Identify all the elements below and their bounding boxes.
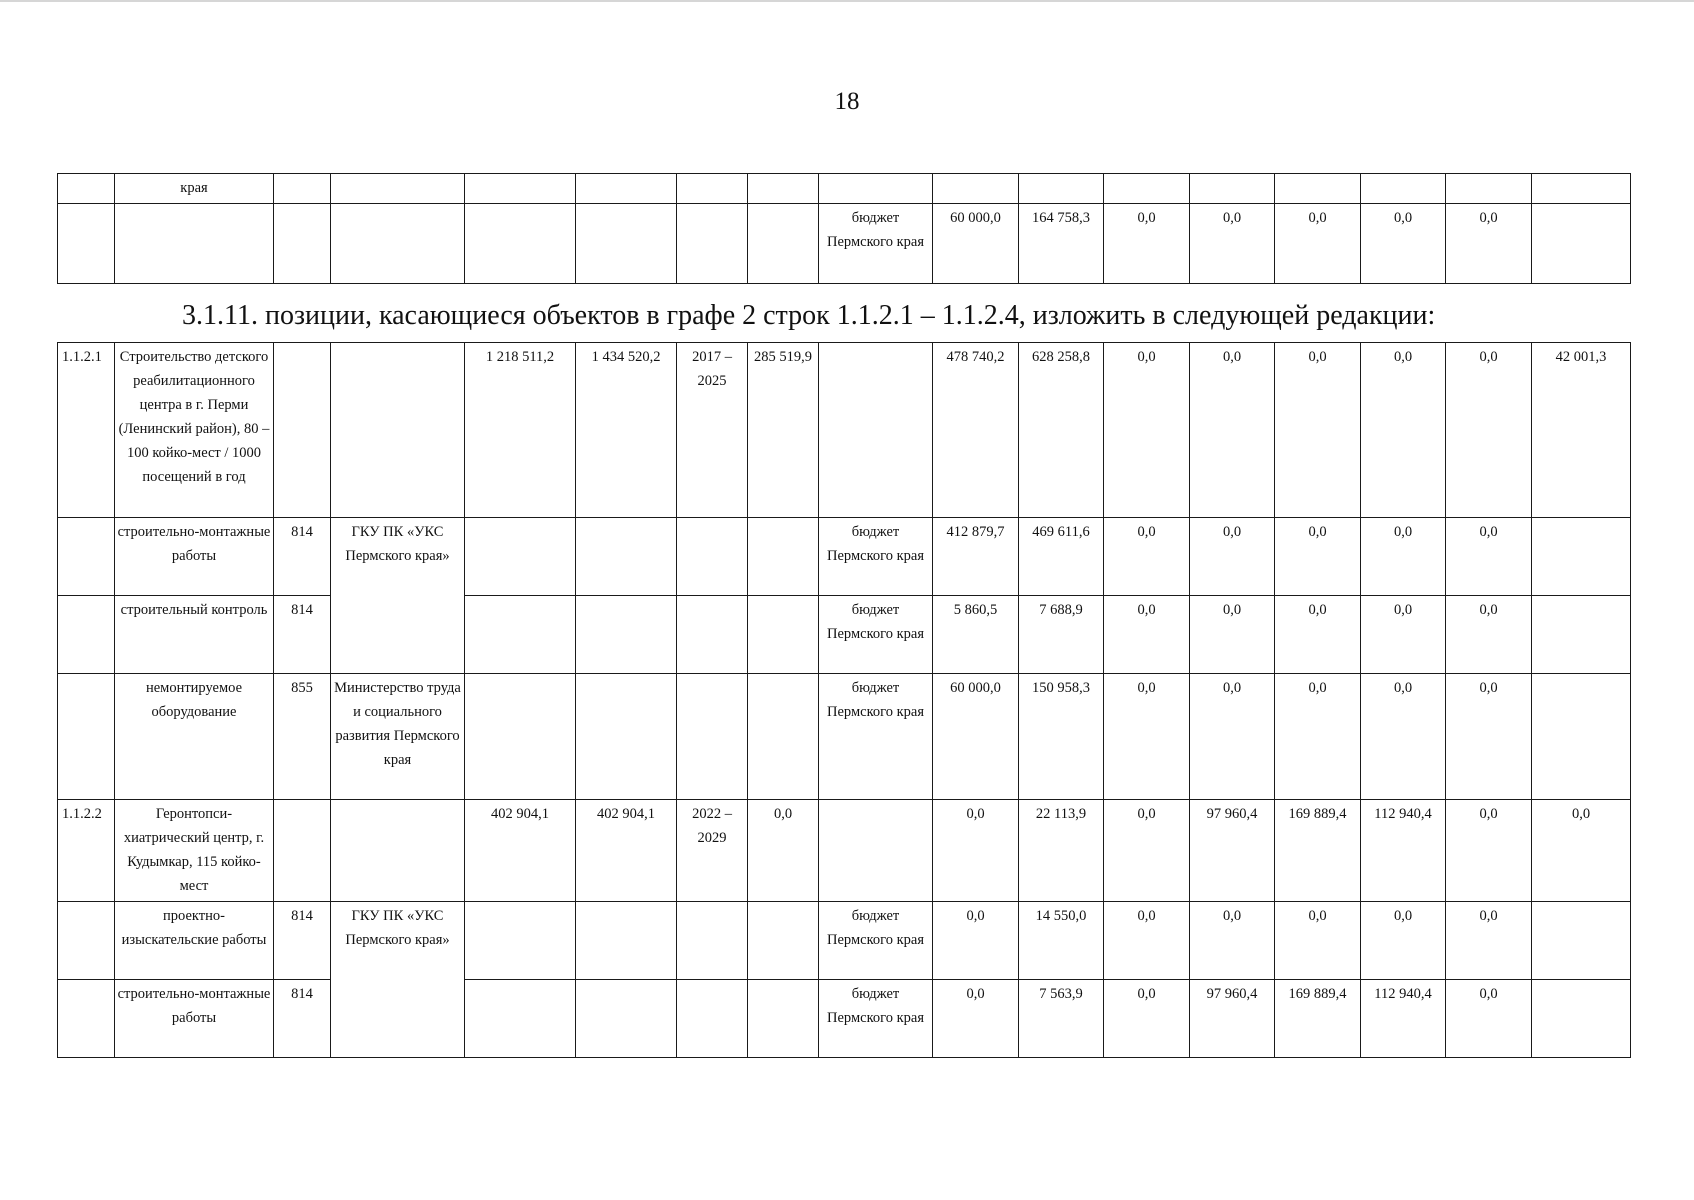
cell-code (58, 518, 115, 596)
cell-year-7: 0,0 (1446, 518, 1532, 596)
table-row (58, 980, 1631, 1058)
cell-cost-total (576, 674, 677, 800)
cell-year (1190, 174, 1275, 204)
table-row (58, 596, 1631, 674)
cell-grbs: 814 (274, 596, 331, 674)
table-row (58, 518, 1631, 596)
cell-year-6: 112 940,4 (1361, 980, 1446, 1058)
cell-year-8 (1532, 518, 1631, 596)
cell-year-8 (1532, 204, 1631, 284)
cell-period: 2017 – 2025 (677, 343, 748, 518)
cell-cost-estimate (465, 174, 576, 204)
cell-year-7: 0,0 (1446, 902, 1532, 980)
cell-year-5: 0,0 (1275, 518, 1361, 596)
cell-prior-funding: 0,0 (748, 800, 819, 902)
cell-year-1: 0,0 (933, 902, 1019, 980)
cell-year-3: 0,0 (1104, 902, 1190, 980)
cell-executor (331, 204, 465, 284)
cell-code (58, 596, 115, 674)
cell-prior-funding (748, 204, 819, 284)
cell-source: бюджет Пермского края (819, 518, 933, 596)
cell-year-4: 0,0 (1190, 596, 1275, 674)
cell-source (819, 343, 933, 518)
cell-year-4: 0,0 (1190, 518, 1275, 596)
table-row (58, 174, 1631, 204)
cell-grbs (274, 204, 331, 284)
cell-year-1: 5 860,5 (933, 596, 1019, 674)
cell-year-8 (1532, 674, 1631, 800)
cell-name: края (115, 174, 274, 204)
cell-name: строительно-монтажные работы (115, 518, 274, 596)
cell-source: бюджет Пермского края (819, 902, 933, 980)
cell-name: строительно-монтажные работы (115, 980, 274, 1058)
cell-source (819, 800, 933, 902)
cell-cost-total (576, 518, 677, 596)
cell-grbs: 855 (274, 674, 331, 800)
cell-source: бюджет Пермского края (819, 204, 933, 284)
cell-cost-estimate (465, 204, 576, 284)
cell-year-3: 0,0 (1104, 800, 1190, 902)
cell-year-2: 469 611,6 (1019, 518, 1104, 596)
cell-cost-estimate: 1 218 511,2 (465, 343, 576, 518)
cell-cost-total (576, 902, 677, 980)
page-edge (0, 0, 1694, 2)
cell-year-2: 22 113,9 (1019, 800, 1104, 902)
cell-year-2: 7 563,9 (1019, 980, 1104, 1058)
cell-year-5: 0,0 (1275, 674, 1361, 800)
cell-year-8 (1532, 902, 1631, 980)
cell-year-6: 0,0 (1361, 596, 1446, 674)
cell-period: 2022 – 2029 (677, 800, 748, 902)
cell-year-3: 0,0 (1104, 596, 1190, 674)
cell-year-7: 0,0 (1446, 674, 1532, 800)
cell-year-6: 112 940,4 (1361, 800, 1446, 902)
cell-grbs (274, 343, 331, 518)
cell-source (819, 174, 933, 204)
cell-source: бюджет Пермского края (819, 980, 933, 1058)
cell-code: 1.1.2.2 (58, 800, 115, 902)
cell-year-6: 0,0 (1361, 674, 1446, 800)
cell-prior-funding: 285 519,9 (748, 343, 819, 518)
cell-executor (331, 174, 465, 204)
cell-year-1: 60 000,0 (933, 674, 1019, 800)
cell-year (1532, 174, 1631, 204)
cell-grbs: 814 (274, 902, 331, 980)
cell-year-4: 0,0 (1190, 674, 1275, 800)
cell-year-2: 7 688,9 (1019, 596, 1104, 674)
cell-year-5: 169 889,4 (1275, 980, 1361, 1058)
cell-prior-funding (748, 902, 819, 980)
cell-code (58, 174, 115, 204)
cell-year-8: 42 001,3 (1532, 343, 1631, 518)
table-row (58, 343, 1631, 518)
cell-year-2: 628 258,8 (1019, 343, 1104, 518)
cell-year (1361, 174, 1446, 204)
cell-year-4: 0,0 (1190, 343, 1275, 518)
cell-executor: Министерство труда и социального развития Пермского края (331, 674, 465, 800)
cell-year-4: 97 960,4 (1190, 980, 1275, 1058)
cell-prior-funding (748, 674, 819, 800)
cell-cost-total (576, 174, 677, 204)
cell-period (677, 980, 748, 1058)
cell-period (677, 596, 748, 674)
cell-code (58, 980, 115, 1058)
cell-year-7: 0,0 (1446, 343, 1532, 518)
cell-period (677, 902, 748, 980)
cell-grbs: 814 (274, 518, 331, 596)
cell-name: проектно-изыскательские работы (115, 902, 274, 980)
cell-code: 1.1.2.1 (58, 343, 115, 518)
cell-cost-total (576, 204, 677, 284)
page-number: 18 (834, 88, 860, 115)
cell-executor (331, 343, 465, 518)
cell-year-4: 97 960,4 (1190, 800, 1275, 902)
cell-period (677, 204, 748, 284)
cell-year-1: 0,0 (933, 800, 1019, 902)
cell-code (58, 204, 115, 284)
cell-cost-estimate (465, 902, 576, 980)
cell-cost-total: 402 904,1 (576, 800, 677, 902)
table-row (58, 204, 1631, 284)
cell-year-1: 412 879,7 (933, 518, 1019, 596)
cell-year-6: 0,0 (1361, 902, 1446, 980)
cell-year-3: 0,0 (1104, 518, 1190, 596)
cell-source: бюджет Пермского края (819, 596, 933, 674)
cell-year-7: 0,0 (1446, 980, 1532, 1058)
cell-period (677, 174, 748, 204)
cell-grbs: 814 (274, 980, 331, 1058)
cell-year-3: 0,0 (1104, 980, 1190, 1058)
cell-year-2: 164 758,3 (1019, 204, 1104, 284)
cell-year-4: 0,0 (1190, 902, 1275, 980)
cell-grbs (274, 174, 331, 204)
cell-year-2: 150 958,3 (1019, 674, 1104, 800)
cell-prior-funding (748, 174, 819, 204)
cell-grbs (274, 800, 331, 902)
cell-year (1275, 174, 1361, 204)
cell-year-7: 0,0 (1446, 596, 1532, 674)
cell-year-5: 0,0 (1275, 343, 1361, 518)
cell-year-5: 169 889,4 (1275, 800, 1361, 902)
cell-period (677, 674, 748, 800)
cell-cost-total (576, 980, 677, 1058)
cell-year-3: 0,0 (1104, 343, 1190, 518)
table-row (58, 902, 1631, 980)
cell-cost-estimate (465, 596, 576, 674)
cell-year-6: 0,0 (1361, 518, 1446, 596)
cell-year-3: 0,0 (1104, 204, 1190, 284)
cell-cost-total: 1 434 520,2 (576, 343, 677, 518)
cell-name (115, 204, 274, 284)
table-row (58, 674, 1631, 800)
cell-year (1446, 174, 1532, 204)
cell-year-8 (1532, 980, 1631, 1058)
cell-executor: ГКУ ПК «УКС Пермского края» (331, 902, 465, 1058)
cell-name: Геронтопси-хиатрический центр, г. Кудымкар, 115 койко-мест (115, 800, 274, 902)
cell-year-1: 0,0 (933, 980, 1019, 1058)
cell-year-3: 0,0 (1104, 674, 1190, 800)
cell-code (58, 902, 115, 980)
cell-cost-estimate (465, 518, 576, 596)
cell-year-5: 0,0 (1275, 902, 1361, 980)
section-heading: 3.1.11. позиции, касающиеся объектов в графе 2 строк 1.1.2.1 – 1.1.2.4, изложить в следующей редакции: (182, 300, 1436, 331)
cell-year-1: 478 740,2 (933, 343, 1019, 518)
cell-name: строительный контроль (115, 596, 274, 674)
cell-executor: ГКУ ПК «УКС Пермского края» (331, 518, 465, 674)
cell-year-5: 0,0 (1275, 204, 1361, 284)
cell-cost-estimate (465, 674, 576, 800)
continuation-table (57, 173, 1631, 284)
cell-prior-funding (748, 980, 819, 1058)
cell-year-7: 0,0 (1446, 204, 1532, 284)
cell-year-2: 14 550,0 (1019, 902, 1104, 980)
cell-year (933, 174, 1019, 204)
cell-year-7: 0,0 (1446, 800, 1532, 902)
cell-cost-estimate: 402 904,1 (465, 800, 576, 902)
cell-year-8: 0,0 (1532, 800, 1631, 902)
cell-year (1104, 174, 1190, 204)
cell-period (677, 518, 748, 596)
cell-year (1019, 174, 1104, 204)
cell-code (58, 674, 115, 800)
objects-table (57, 342, 1631, 1058)
cell-source: бюджет Пермского края (819, 674, 933, 800)
cell-year-4: 0,0 (1190, 204, 1275, 284)
cell-name: Строительство детского реабилитационного центра в г. Перми (Ленинский район), 80 – 100 койко-мест / 1000 посещений в год (115, 343, 274, 518)
cell-prior-funding (748, 596, 819, 674)
cell-year-8 (1532, 596, 1631, 674)
table-row (58, 800, 1631, 902)
cell-executor (331, 800, 465, 902)
cell-cost-total (576, 596, 677, 674)
cell-year-6: 0,0 (1361, 343, 1446, 518)
cell-cost-estimate (465, 980, 576, 1058)
cell-name: немонтируемое оборудование (115, 674, 274, 800)
cell-prior-funding (748, 518, 819, 596)
cell-year-5: 0,0 (1275, 596, 1361, 674)
cell-year-6: 0,0 (1361, 204, 1446, 284)
cell-year-1: 60 000,0 (933, 204, 1019, 284)
